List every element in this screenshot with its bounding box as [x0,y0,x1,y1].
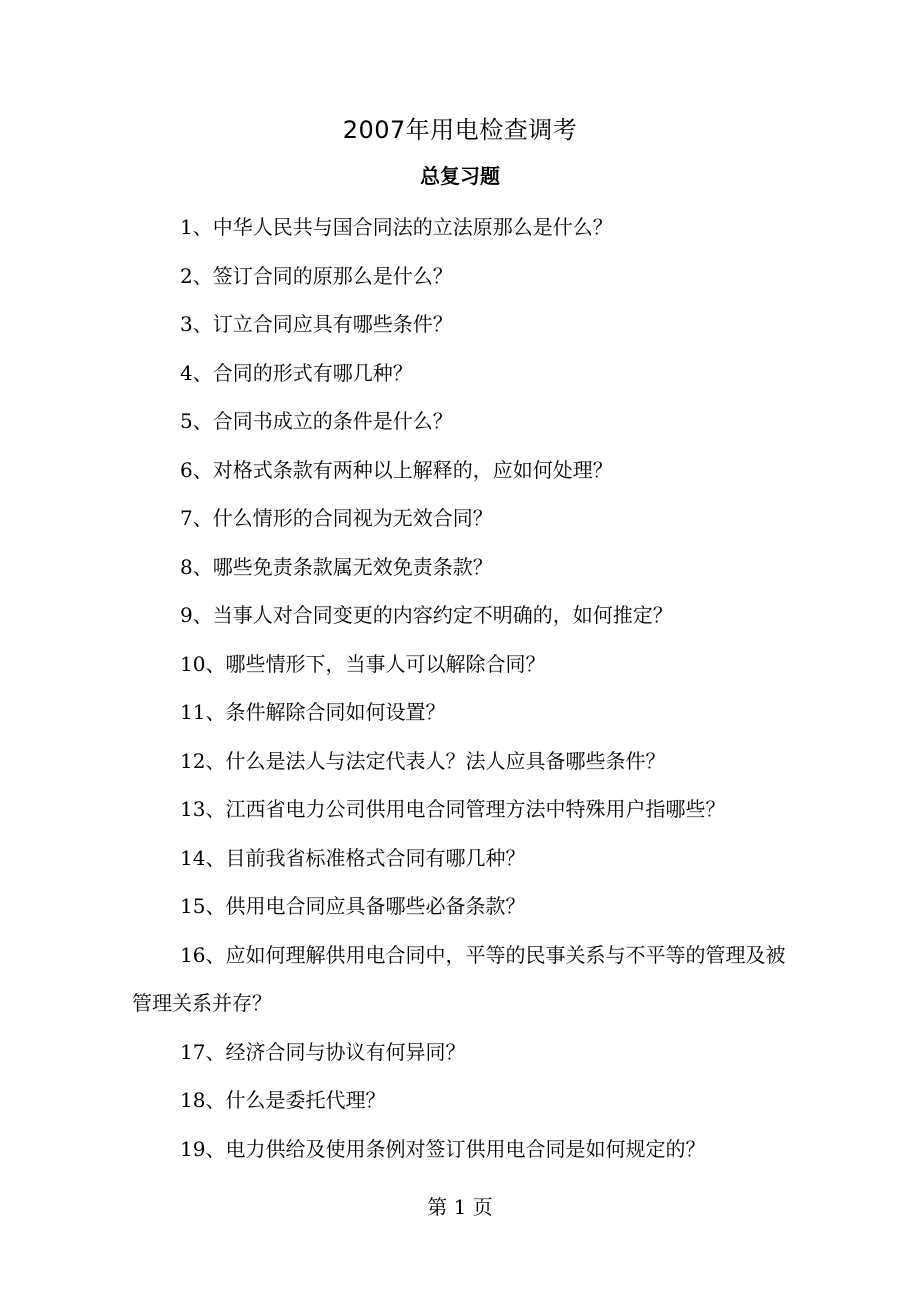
question-item: 11、条件解除合同如何设置？ [180,700,446,724]
question-item: 18、什么是委托代理？ [180,1088,386,1112]
question-item: 7、什么情形的合同视为无效合同？ [180,506,493,530]
question-item: 14、目前我省标准格式合同有哪几种？ [180,845,526,870]
question-item: 1、中华人民共与国合同法的立法原那么是什么？ [180,215,613,239]
document-title: 2007年用电检查调考 [342,116,578,144]
question-item: 9、当事人对合同变更的内容约定不明确的，如何推定？ [180,603,673,627]
question-item: 4、合同的形式有哪几种？ [180,360,413,385]
question-item: 2、签订合同的原那么是什么？ [180,263,453,288]
document-subtitle: 总复习题 [420,164,500,188]
question-item: 3、订立合同应具有哪些条件？ [180,312,453,336]
question-item: 12、什么是法人与法定代表人？法人应具备哪些条件？ [180,748,666,773]
question-item: 5、合同书成立的条件是什么？ [180,409,453,433]
page-number: 第 1 页 [427,1195,493,1219]
question-item: 19、电力供给及使用条例对签订供用电合同是如何规定的？ [180,1136,706,1161]
question-list [132,203,804,1173]
question-item: 8、哪些免责条款属无效免责条款？ [180,554,493,579]
question-item: 6、对格式条款有两种以上解释的，应如何处理？ [180,457,613,482]
question-item: 10、哪些情形下，当事人可以解除合同？ [180,651,546,676]
question-item: 16、应如何理解供用电合同中，平等的民事关系与不平等的管理及被管理关系并存？ [132,942,786,1015]
question-item: 13、江西省电力公司供用电合同管理方法中特殊用户指哪些？ [180,797,726,821]
question-item: 15、供用电合同应具备哪些必备条款？ [180,894,526,918]
question-item: 17、经济合同与协议有何异同？ [180,1039,466,1064]
